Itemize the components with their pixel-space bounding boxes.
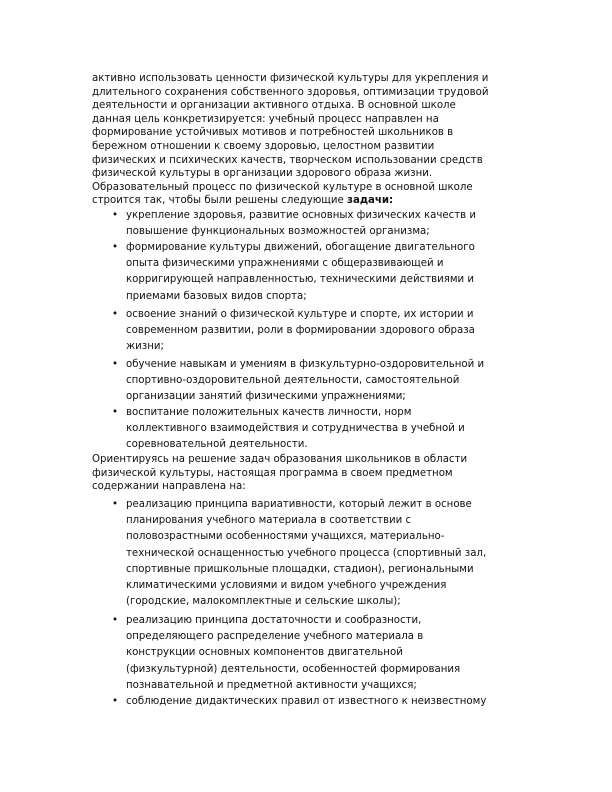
text-line: конструкции основных компонентов двигательной xyxy=(126,647,403,659)
text-line: организации занятий физическими упражнениями; xyxy=(126,391,406,403)
text-line: физических и психических качеств, творческом использовании средств xyxy=(92,154,483,166)
text-line: данная цель конкретизируется: учебный процесс направлен на xyxy=(92,113,439,125)
text-line: приемами базовых видов спорта; xyxy=(126,290,307,302)
bullet-icon: • xyxy=(112,615,119,626)
text-line: бережном отношении к своему здоровью, целостном развитии xyxy=(92,140,435,152)
text-line: реализацию принципа вариативности, который лежит в основе xyxy=(126,499,472,510)
text-line: Ориентируясь на решение задач образования школьников в области xyxy=(92,454,468,465)
bullet-icon: • xyxy=(112,696,119,707)
text-line: длительного сохранения собственного здоровья, оптимизации трудовой xyxy=(92,86,489,98)
text-line: познавательной и предметной активности учащихся; xyxy=(126,679,417,691)
intro-paragraph xyxy=(92,72,522,208)
text-line: (городские, малокомплектные и сельские школы); xyxy=(126,596,401,608)
text-line: деятельности и организации активного отдыха. В основной школе xyxy=(92,100,456,112)
bullet-icon: • xyxy=(112,359,119,370)
text-line: климатическими условиями и видом учебного учреждения xyxy=(126,579,447,591)
bullet-icon: • xyxy=(112,309,119,320)
text-line: соблюдение дидактических правил от известного к неизвестному xyxy=(126,696,487,707)
text-line: физической культуры в организации здорового образа жизни. xyxy=(92,168,433,180)
text-line: освоение знаний о физической культуре и спорте, их истории и xyxy=(126,309,474,320)
text-line: спортивные пришкольные площадки, стадион), региональными xyxy=(126,563,474,575)
text-line: обучение навыкам и умениям в физкультурно-оздоровительной и xyxy=(126,359,485,370)
text-line: (физкультурной) деятельности, особенностей формирования xyxy=(126,663,461,675)
bullet-icon: • xyxy=(112,407,119,418)
bullet-icon: • xyxy=(112,242,119,253)
text-line: соревновательной деятельности. xyxy=(126,439,308,451)
text-line: коллективного взаимодействия и сотрудничества в учебной и xyxy=(126,423,465,435)
text-line: спортивно-оздоровительной деятельности, самостоятельной xyxy=(126,375,460,387)
text-line: планирования учебного материала в соответствии с xyxy=(126,515,412,527)
text-line: Образовательный процесс по физической культуре в основной школе xyxy=(92,181,473,193)
text-line: воспитание положительных качеств личности, норм xyxy=(126,407,412,418)
bullet-icon: • xyxy=(112,210,119,221)
text-line: технической оснащенностью учебного процесса (спортивный зал, xyxy=(126,547,487,559)
tasks-keyword: задачи: xyxy=(347,195,394,207)
text-line: активно использовать ценности физической культуры для укрепления и xyxy=(92,73,489,84)
text-line: половозрастными особенностями учащихся, материально- xyxy=(126,531,445,543)
text-line: современном развитии, роли в формировании здорового образа xyxy=(126,325,475,337)
content-intro-paragraph xyxy=(92,453,522,494)
text-line: жизни; xyxy=(126,341,164,353)
text-line: реализацию принципа достаточности и сообразности, xyxy=(126,615,422,626)
text-line: повышение функциональных возможностей организма; xyxy=(126,226,430,238)
bullet-icon: • xyxy=(112,499,119,510)
text-line xyxy=(92,194,522,208)
text-line: формирование культуры движений, обогащение двигательного xyxy=(126,242,475,253)
text-line: укрепление здоровья, развитие основных физических качеств и xyxy=(126,210,477,221)
text-line: корригирующей направленностью, техническими действиями и xyxy=(126,274,475,286)
text-fragment: строится так, чтобы были решены следующие xyxy=(92,195,348,207)
text-line: физической культуры, настоящая программа в своем предметном xyxy=(92,467,453,479)
text-line: содержании направлена на: xyxy=(92,481,246,493)
text-line: формирование устойчивых мотивов и потребностей школьников в xyxy=(92,127,454,139)
text-line: определяющего распределение учебного материала в xyxy=(126,631,424,643)
text-line: опыта физическими упражнениями с общеразвивающей и xyxy=(126,258,444,270)
